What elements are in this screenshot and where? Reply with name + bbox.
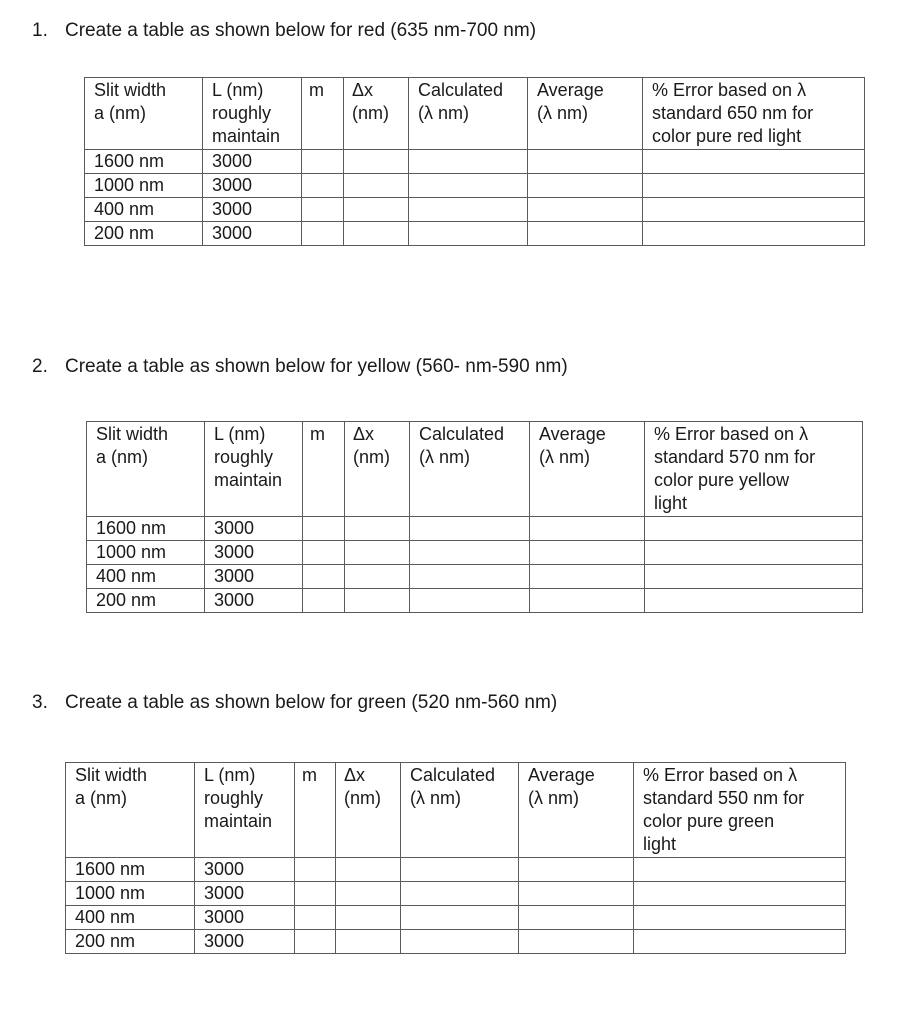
slit-width-cell: 400 nm (66, 906, 195, 930)
average-cell (519, 858, 634, 882)
slit-width-cell: 1000 nm (66, 882, 195, 906)
section-2-number: 2. (32, 356, 48, 377)
header-calculated: Calculated (λ nm) (401, 763, 519, 858)
section-3-heading (32, 692, 557, 714)
section-2-table (86, 421, 863, 613)
delta-x-cell (345, 565, 410, 589)
header-row (85, 78, 865, 150)
slit-width-cell: 200 nm (85, 222, 203, 246)
delta-x-cell (345, 517, 410, 541)
calculated-cell (401, 882, 519, 906)
header-average: Average (λ nm) (528, 78, 643, 150)
delta-x-cell (344, 198, 409, 222)
delta-x-cell (345, 541, 410, 565)
error-cell (643, 198, 865, 222)
slit-width-cell: 1000 nm (85, 174, 203, 198)
order-cell (303, 589, 345, 613)
delta-x-cell (344, 222, 409, 246)
error-cell (643, 174, 865, 198)
error-cell (645, 517, 863, 541)
section-2-title: Create a table as shown below for yellow (560- nm-590 nm) (65, 356, 568, 377)
table-row (66, 882, 846, 906)
table-row (85, 174, 865, 198)
slit-width-cell: 400 nm (85, 198, 203, 222)
slit-width-cell: 1600 nm (66, 858, 195, 882)
order-cell (303, 517, 345, 541)
table-row (85, 198, 865, 222)
order-cell (303, 565, 345, 589)
error-cell (645, 589, 863, 613)
average-cell (519, 906, 634, 930)
order-cell (295, 858, 336, 882)
average-cell (528, 150, 643, 174)
order-cell (302, 198, 344, 222)
calculated-cell (410, 565, 530, 589)
error-cell (645, 565, 863, 589)
average-cell (530, 565, 645, 589)
calculated-cell (410, 517, 530, 541)
distance-cell: 3000 (203, 222, 302, 246)
table-row (85, 222, 865, 246)
header-delta-x: Δx (nm) (344, 78, 409, 150)
calculated-cell (401, 858, 519, 882)
header-distance-l: L (nm) roughly maintain (205, 422, 303, 517)
distance-cell: 3000 (205, 541, 303, 565)
header-percent-error: % Error based on λ standard 570 nm for color pure yellow light (645, 422, 863, 517)
distance-cell: 3000 (205, 517, 303, 541)
slit-width-cell: 200 nm (87, 589, 205, 613)
slit-width-cell: 1000 nm (87, 541, 205, 565)
table-row (66, 930, 846, 954)
slit-width-cell: 1600 nm (87, 517, 205, 541)
average-cell (528, 174, 643, 198)
header-average: Average (λ nm) (530, 422, 645, 517)
order-cell (302, 222, 344, 246)
header-row (87, 422, 863, 517)
calculated-cell (409, 222, 528, 246)
section-2-heading (32, 356, 568, 378)
delta-x-cell (336, 858, 401, 882)
calculated-cell (409, 198, 528, 222)
calculated-cell (401, 930, 519, 954)
distance-cell: 3000 (205, 589, 303, 613)
section-1-table (84, 77, 865, 246)
header-order-m: m (302, 78, 344, 150)
order-cell (303, 541, 345, 565)
slit-width-cell: 200 nm (66, 930, 195, 954)
order-cell (295, 906, 336, 930)
section-3-number: 3. (32, 692, 48, 713)
table-row (85, 150, 865, 174)
calculated-cell (401, 906, 519, 930)
average-cell (530, 541, 645, 565)
header-slit-width: Slit width a (nm) (87, 422, 205, 517)
header-distance-l: L (nm) roughly maintain (195, 763, 295, 858)
average-cell (530, 517, 645, 541)
error-cell (643, 150, 865, 174)
order-cell (295, 930, 336, 954)
calculated-cell (410, 589, 530, 613)
delta-x-cell (345, 589, 410, 613)
distance-cell: 3000 (195, 906, 295, 930)
average-cell (519, 930, 634, 954)
header-calculated: Calculated (λ nm) (410, 422, 530, 517)
distance-cell: 3000 (203, 198, 302, 222)
slit-width-cell: 400 nm (87, 565, 205, 589)
header-order-m: m (295, 763, 336, 858)
header-order-m: m (303, 422, 345, 517)
header-percent-error: % Error based on λ standard 550 nm for color pure green light (634, 763, 846, 858)
delta-x-cell (336, 882, 401, 906)
calculated-cell (410, 541, 530, 565)
error-cell (634, 882, 846, 906)
header-average: Average (λ nm) (519, 763, 634, 858)
header-row (66, 763, 846, 858)
section-1-title: Create a table as shown below for red (635 nm-700 nm) (65, 20, 537, 41)
delta-x-cell (336, 906, 401, 930)
error-cell (634, 930, 846, 954)
error-cell (634, 858, 846, 882)
delta-x-cell (336, 930, 401, 954)
average-cell (528, 198, 643, 222)
table-row (87, 589, 863, 613)
table-row (87, 565, 863, 589)
table-row (66, 858, 846, 882)
order-cell (302, 150, 344, 174)
section-1-heading (32, 20, 536, 42)
delta-x-cell (344, 174, 409, 198)
header-percent-error: % Error based on λ standard 650 nm for color pure red light (643, 78, 865, 150)
order-cell (302, 174, 344, 198)
header-distance-l: L (nm) roughly maintain (203, 78, 302, 150)
calculated-cell (409, 174, 528, 198)
error-cell (645, 541, 863, 565)
average-cell (528, 222, 643, 246)
delta-x-cell (344, 150, 409, 174)
distance-cell: 3000 (203, 150, 302, 174)
section-3-title: Create a table as shown below for green (520 nm-560 nm) (65, 692, 558, 713)
table-row (66, 906, 846, 930)
section-3-table (65, 762, 846, 954)
distance-cell: 3000 (195, 882, 295, 906)
distance-cell: 3000 (195, 930, 295, 954)
header-calculated: Calculated (λ nm) (409, 78, 528, 150)
header-slit-width: Slit width a (nm) (66, 763, 195, 858)
header-delta-x: Δx (nm) (336, 763, 401, 858)
error-cell (634, 906, 846, 930)
calculated-cell (409, 150, 528, 174)
distance-cell: 3000 (205, 565, 303, 589)
distance-cell: 3000 (195, 858, 295, 882)
average-cell (519, 882, 634, 906)
distance-cell: 3000 (203, 174, 302, 198)
slit-width-cell: 1600 nm (85, 150, 203, 174)
order-cell (295, 882, 336, 906)
table-row (87, 517, 863, 541)
table-row (87, 541, 863, 565)
error-cell (643, 222, 865, 246)
header-slit-width: Slit width a (nm) (85, 78, 203, 150)
average-cell (530, 589, 645, 613)
section-1-number: 1. (32, 20, 48, 41)
header-delta-x: Δx (nm) (345, 422, 410, 517)
